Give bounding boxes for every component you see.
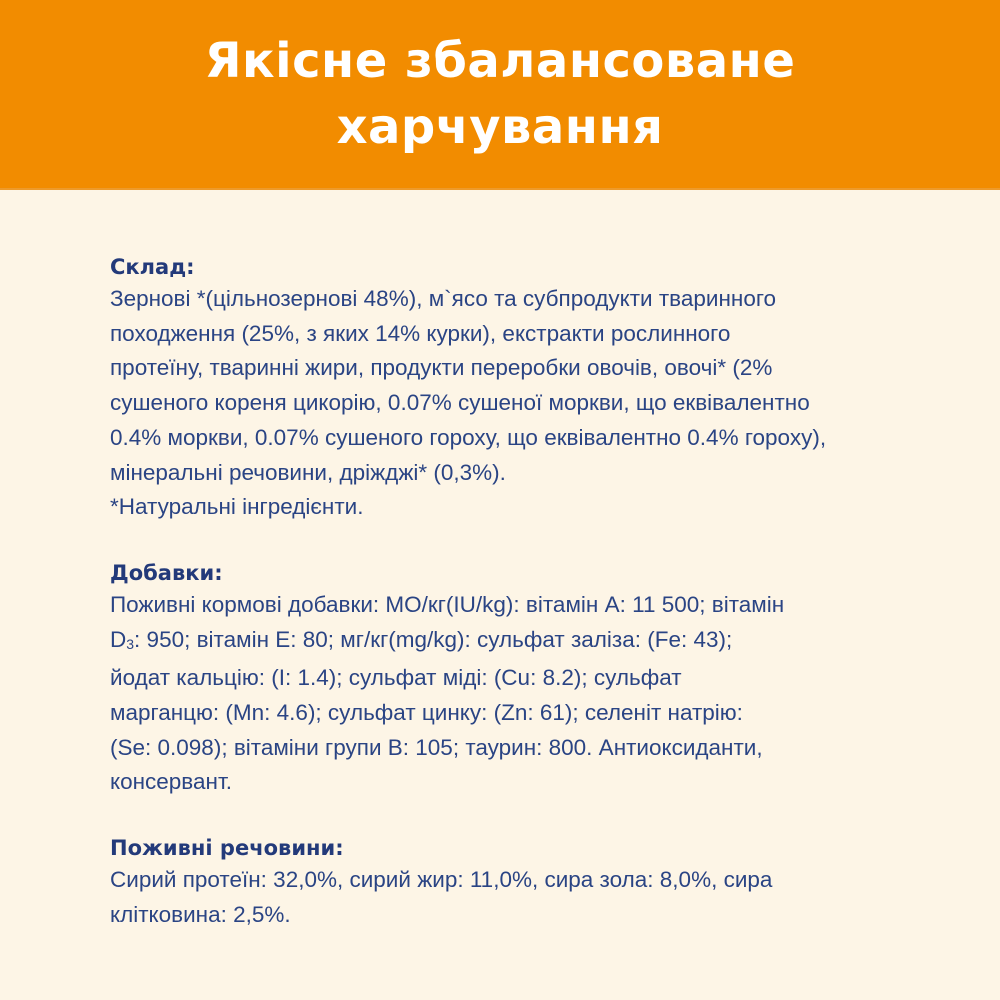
composition-line: мінеральні речовини, дріжджі* (0,3%).	[110, 459, 506, 485]
natural-ingredients-note: *Натуральні інгредієнти.	[110, 494, 364, 520]
vitamin-d-subscript: 3	[126, 635, 135, 652]
title-line-1: Якісне збалансоване	[204, 33, 796, 89]
nutrients-text	[110, 863, 910, 932]
composition-text	[110, 282, 910, 525]
additives-section	[110, 558, 910, 800]
additives-line-rest: : 950; вітамін Е: 80; мг/кг(mg/kg): сульфат заліза: (Fe: 43);	[134, 626, 733, 652]
composition-line: Зернові *(цільнозернові 48%), м`ясо та субпродукти тваринного	[110, 286, 777, 311]
composition-line: походження (25%, з яких 14% курки), екстракти рослинного	[110, 320, 731, 346]
composition-line: 0.4% моркви, 0.07% сушеного гороху, що еквівалентно 0.4% гороху),	[110, 424, 827, 450]
nutrients-section	[110, 833, 910, 932]
nutrients-line: клітковина: 2,5%.	[110, 901, 291, 927]
additives-line: Поживні кормові добавки: МО/кг(IU/kg): вітамін А: 11 500; вітамін	[110, 591, 785, 617]
composition-title: Склад:	[110, 255, 195, 279]
composition-section	[110, 252, 910, 525]
additives-line: марганцю: (Mn: 4.6); сульфат цинку: (Zn: 61); селеніт натрію:	[110, 700, 743, 726]
additives-title: Добавки:	[110, 560, 223, 585]
composition-line: протеїну, тваринні жири, продукти переробки овочів, овочі* (2%	[110, 355, 773, 381]
vitamin-d-label: D	[110, 626, 127, 652]
page-title	[160, 28, 840, 160]
additives-text	[110, 588, 910, 800]
additives-line: (Se: 0.098); вітаміни групи В: 105; таурин: 800. Антиоксиданти,	[110, 734, 763, 760]
nutrients-line: Сирий протеїн: 32,0%, сирий жир: 11,0%, сира зола: 8,0%, сира	[110, 867, 773, 893]
composition-line: сушеного кореня цикорію, 0.07% сушеної моркви, що еквівалентно	[110, 390, 810, 416]
additives-line: йодат кальцію: (I: 1.4); сульфат міді: (Cu: 8.2); сульфат	[110, 665, 682, 691]
additives-line: консервант.	[110, 769, 233, 795]
header-banner	[0, 0, 1000, 190]
nutrients-title: Поживні речовини:	[110, 836, 344, 861]
additives-line	[110, 623, 910, 662]
content-area	[110, 252, 910, 966]
title-line-2: харчування	[336, 99, 664, 155]
